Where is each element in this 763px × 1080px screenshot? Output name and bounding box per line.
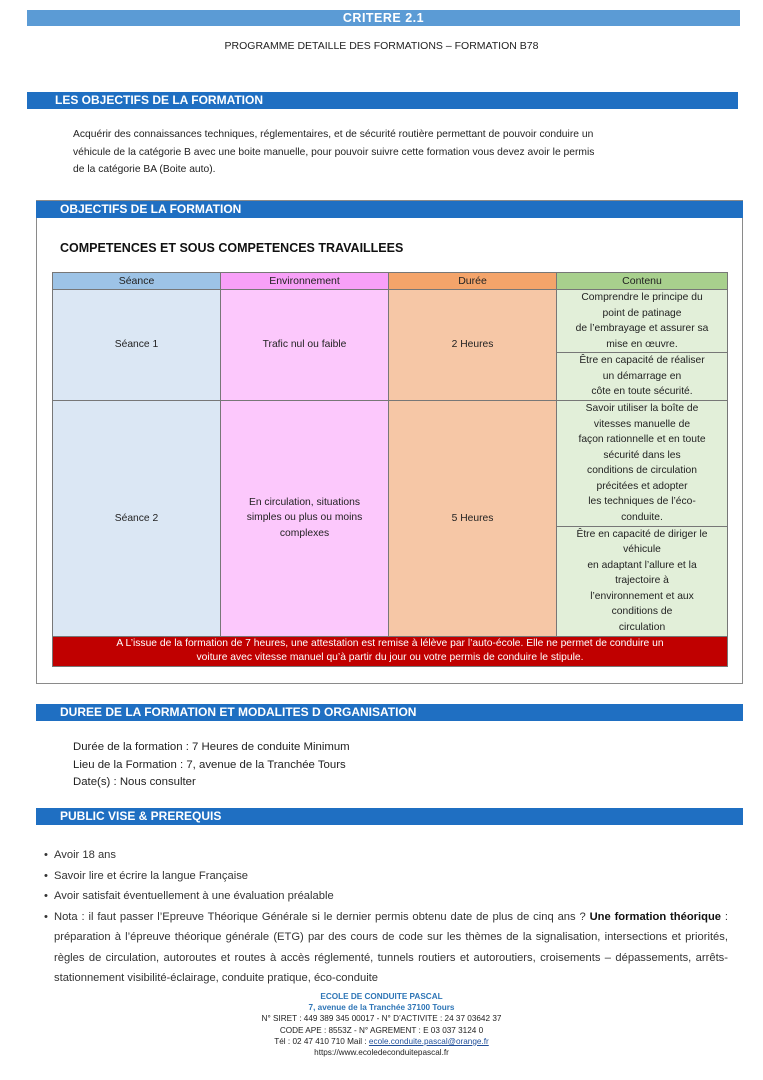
critere-banner: CRITERE 2.1: [27, 10, 740, 26]
environnement-line: En circulation, situations: [248, 496, 361, 508]
footer-contact: [0, 1036, 763, 1047]
warning-line-1: A L’issue de la formation de 7 heures, une attestation est remise à lélève par l’auto-école. Elle ne permet de conduire un: [116, 637, 664, 649]
duree-line: Durée de la formation : 7 Heures de conduite Minimum: [73, 741, 350, 753]
bullet-icon: •: [44, 869, 48, 882]
prereq-list-wrap: [44, 845, 728, 989]
contenu-1b-cell: [557, 353, 728, 401]
contenu-line: l’environnement et aux: [590, 590, 694, 602]
contenu-line: point de patinage: [602, 307, 682, 319]
header-seance: Séance: [53, 273, 221, 290]
prereq-list: [44, 845, 728, 989]
section-bar-objectifs-formation: [36, 201, 743, 218]
list-item-text: Avoir satisfait éventuellement à une évaluation préalable: [54, 890, 334, 902]
list-item: [44, 866, 728, 887]
contenu-line: vitesses manuelle de: [593, 418, 691, 430]
lieu-line: Lieu de la Formation : 7, avenue de la Tranchée Tours: [73, 758, 346, 771]
bullet-icon: •: [44, 890, 48, 902]
contenu-2a-cell: [557, 400, 728, 526]
competences-title: COMPETENCES ET SOUS COMPETENCES TRAVAILLEES: [60, 241, 404, 255]
environnement-1-cell: Trafic nul ou faible: [221, 290, 389, 401]
footer-ape: CODE APE : 8553Z - N° AGREMENT : E 03 037 3124 0: [279, 1025, 484, 1035]
contenu-line: trajectoire à: [615, 575, 669, 587]
table-row: [53, 400, 728, 526]
section-title-duree: DUREE DE LA FORMATION ET MODALITES D ORGANISATION: [60, 705, 417, 719]
footer-website[interactable]: https://www.ecoledeconduitepascal.fr: [314, 1048, 449, 1058]
list-item-text: Savoir lire et écrire la langue Française: [54, 869, 249, 882]
contenu-line: Comprendre le principe du: [581, 292, 703, 303]
footer-siret: N° SIRET : 449 389 345 00017 - N° D’ACTIVITE : 24 37 03642 37: [261, 1014, 502, 1024]
warning-row: [53, 636, 728, 666]
contenu-line: Être en capacité de diriger le: [576, 528, 708, 540]
section-title-objectifs: LES OBJECTIFS DE LA FORMATION: [55, 93, 264, 107]
contenu-1a-cell: [557, 290, 728, 353]
contenu-line: Être en capacité de réaliser: [579, 355, 705, 366]
duree-1-cell: 2 Heures: [389, 290, 557, 401]
contenu-line: façon rationnelle et en toute: [578, 434, 706, 445]
contenu-line: conditions de: [611, 606, 673, 618]
dates-line: Date(s) : Nous consulter: [73, 776, 196, 788]
duree-2-cell: 5 Heures: [389, 400, 557, 636]
contenu-line: de l’embrayage et assurer sa: [575, 323, 709, 334]
footer-tel: Tél : 02 47 410 710 Mail :: [274, 1036, 369, 1046]
contenu-line: un démarrage en: [602, 370, 682, 382]
list-item: [44, 886, 728, 907]
footer-mail-link[interactable]: ecole.conduite.pascal@orange.fr: [368, 1036, 489, 1046]
contenu-line: conditions de circulation: [587, 465, 697, 476]
contenu-line: en adaptant l’allure et la: [587, 559, 697, 571]
contenu-line: côte en toute sécurité.: [591, 386, 693, 397]
nota-text: Nota : il faut passer l’Epreuve Théorique Générale si le dernier permis obtenu date de plus de cinq ans ?: [54, 910, 590, 923]
warning-line-2: voiture avec vitesse manuel qu’à partir du jour ou votre permis de conduire le stipule.: [196, 652, 584, 663]
contenu-line: Savoir utiliser la boîte de: [585, 403, 699, 414]
list-item-text: Avoir 18 ans: [54, 849, 116, 861]
header-duree: Durée: [389, 273, 557, 290]
objectifs-paragraph: [73, 126, 713, 179]
seance-1-cell: Séance 1: [53, 290, 221, 401]
contenu-line: sécurité dans les: [603, 449, 681, 461]
program-table: [52, 272, 728, 667]
header-environnement: Environnement: [221, 273, 389, 290]
contenu-line: conduite.: [621, 511, 663, 523]
environnement-2-cell: [221, 400, 389, 636]
section-bar-duree: [36, 704, 743, 721]
page-subtitle: PROGRAMME DETAILLE DES FORMATIONS – FORMATION B78: [224, 40, 539, 52]
objectifs-line-2: véhicule de la catégorie B avec une boite manuelle, pour pouvoir suivre cette formation vous devez avoir le permis: [73, 146, 595, 158]
contenu-line: les techniques de l’éco-: [588, 496, 696, 507]
list-item: [44, 845, 728, 866]
bullet-icon: •: [44, 849, 48, 861]
table-header-row: [53, 273, 728, 290]
duree-block: [73, 739, 350, 792]
table-row: [53, 290, 728, 353]
warning-cell: [53, 636, 728, 666]
contenu-2b-cell: [557, 526, 728, 636]
environnement-line: simples ou plus ou moins: [246, 512, 363, 524]
footer-school-name: ECOLE DE CONDUITE PASCAL: [320, 992, 443, 1001]
contenu-line: précitées et adopter: [596, 480, 688, 492]
objectifs-line-3: de la catégorie BA (Boite auto).: [73, 164, 216, 175]
section-bar-public: [36, 808, 743, 825]
header-contenu: Contenu: [557, 273, 728, 290]
environnement-line: complexes: [279, 527, 330, 539]
footer-address: 7, avenue de la Tranchée 37100 Tours: [308, 1003, 455, 1013]
section-title-objectifs-formation: OBJECTIFS DE LA FORMATION: [60, 202, 242, 216]
contenu-line: mise en œuvre.: [606, 338, 678, 350]
nota-item: [44, 907, 728, 989]
nota-bold: Une formation théorique: [589, 910, 722, 923]
section-bar-objectifs: [27, 92, 738, 109]
section-title-public: PUBLIC VISE & PREREQUIS: [60, 809, 222, 823]
seance-2-cell: Séance 2: [53, 400, 221, 636]
footer: [0, 991, 763, 1058]
bullet-icon: •: [44, 910, 48, 923]
objectifs-line-1: Acquérir des connaissances techniques, réglementaires, et de sécurité routière permettant de pouvoir conduire un: [73, 129, 594, 140]
contenu-line: circulation: [618, 621, 666, 633]
nota-rest: : préparation à l’épreuve théorique générale (ETG) par des cours de code sur les thèmes de la signalisation, intersections et priorités, règles de circulation, autoroutes et routes à accès réglementé, tunnels routiers et autoroutiers, croisements – dépassements, arrêts-stationnement visibilité-éclairage, conduite pratique, éco-conduite: [54, 910, 728, 984]
contenu-line: véhicule: [623, 544, 661, 556]
